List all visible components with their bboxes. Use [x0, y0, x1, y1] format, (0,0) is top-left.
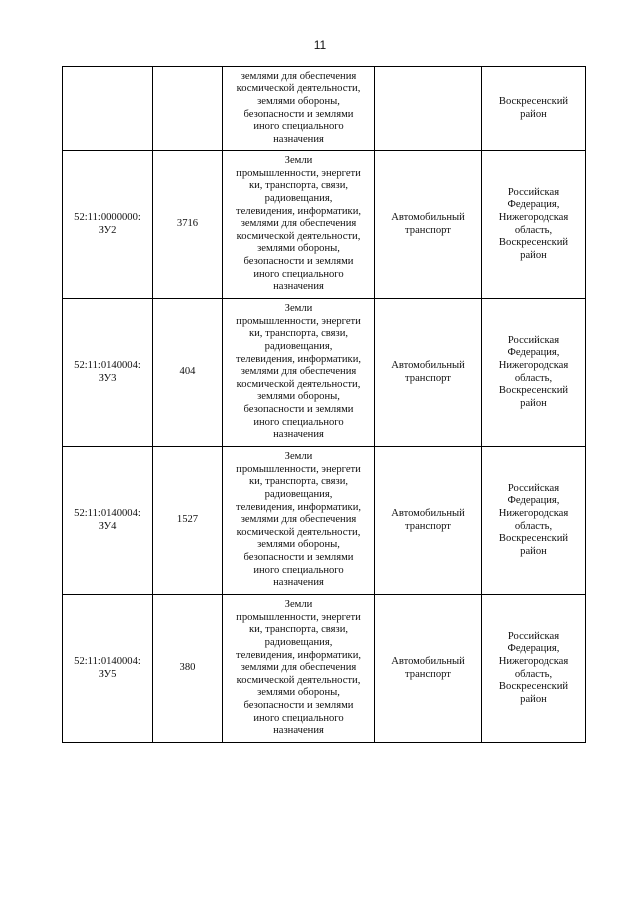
- cadastral-number-line: 52:11:0140004:: [74, 655, 141, 667]
- land-category-line: назначения: [273, 281, 324, 293]
- land-category-line: космической деятельности,: [236, 378, 361, 390]
- land-category-line: радиовещания,: [264, 489, 333, 501]
- page-number: 11: [313, 38, 327, 52]
- location-line: район: [520, 249, 547, 261]
- location-line: область,: [514, 520, 553, 532]
- land-category-cell: [223, 67, 375, 151]
- land-category-line: ки, транспорта, связи,: [248, 328, 349, 340]
- land-category-line: космической деятельности,: [236, 83, 361, 95]
- location-line: Нижегородская: [498, 655, 569, 667]
- area-cell: [153, 67, 223, 151]
- cadastral-number-line: 52:11:0140004:: [74, 359, 141, 371]
- area-value: 380: [179, 662, 196, 674]
- cadastral-number-line: 52:11:0000000:: [74, 211, 141, 223]
- land-category-line: назначения: [273, 429, 324, 441]
- land-category-line: назначения: [273, 133, 324, 145]
- location-cell: [482, 299, 586, 447]
- land-category-line: назначения: [273, 577, 324, 589]
- land-category-line: иного специального: [253, 564, 344, 576]
- land-category-line: космической деятельности,: [236, 674, 361, 686]
- location-line: район: [520, 545, 547, 557]
- land-category-line: землями для обеспечения: [240, 70, 357, 82]
- land-category-line: ки, транспорта, связи,: [248, 180, 349, 192]
- cadastral-number-cell: [63, 67, 153, 151]
- permitted-use-line: транспорт: [405, 224, 451, 236]
- land-category-line: телевидения, информатики,: [235, 205, 362, 217]
- land-category-line: землями обороны,: [257, 687, 340, 699]
- permitted-use-line: Автомобильный: [391, 211, 465, 223]
- permitted-use-cell: [375, 447, 482, 595]
- land-category-line: Земли: [284, 303, 313, 315]
- land-category-cell: [223, 299, 375, 447]
- land-category-line: безопасности и землями: [243, 255, 354, 267]
- area-cell: [153, 299, 223, 447]
- area-value: 1527: [176, 514, 199, 526]
- permitted-use-line: транспорт: [405, 372, 451, 384]
- location-line: Федерация,: [507, 199, 560, 211]
- permitted-use-line: транспорт: [405, 520, 451, 532]
- land-category-line: радиовещания,: [264, 193, 333, 205]
- location-line: район: [520, 108, 547, 120]
- permitted-use-line: Автомобильный: [391, 655, 465, 667]
- table-row: [63, 67, 586, 151]
- land-plots-table: [62, 66, 586, 743]
- land-category-line: радиовещания,: [264, 341, 333, 353]
- land-category-line: безопасности и землями: [243, 108, 354, 120]
- land-category-line: землями обороны,: [257, 243, 340, 255]
- location-line: Воскресенский: [498, 385, 569, 397]
- land-category-line: иного специального: [253, 712, 344, 724]
- table-row: [63, 595, 586, 743]
- location-line: Федерация,: [507, 495, 560, 507]
- permitted-use-cell: [375, 595, 482, 743]
- land-category-cell: [223, 595, 375, 743]
- location-line: Федерация,: [507, 347, 560, 359]
- location-line: Воскресенский: [498, 681, 569, 693]
- land-category-line: промышленности, энергети: [236, 167, 361, 179]
- cadastral-number-line: ЗУ3: [98, 372, 117, 384]
- permitted-use-line: транспорт: [405, 668, 451, 680]
- cadastral-number-cell: [63, 447, 153, 595]
- table-row: [63, 151, 586, 299]
- table-row: [63, 299, 586, 447]
- land-category-line: землями для обеспечения: [240, 662, 357, 674]
- location-cell: [482, 67, 586, 151]
- land-category-line: землями для обеспечения: [240, 218, 357, 230]
- table-row: [63, 447, 586, 595]
- land-category-line: безопасности и землями: [243, 403, 354, 415]
- land-category-line: иного специального: [253, 416, 344, 428]
- land-category-line: землями для обеспечения: [240, 514, 357, 526]
- location-line: Российская: [507, 630, 560, 642]
- land-category-line: промышленности, энергети: [236, 463, 361, 475]
- land-category-line: землями для обеспечения: [240, 366, 357, 378]
- land-category-line: ки, транспорта, связи,: [248, 624, 349, 636]
- location-line: Российская: [507, 334, 560, 346]
- land-category-line: землями обороны,: [257, 539, 340, 551]
- land-category-cell: [223, 151, 375, 299]
- permitted-use-line: Автомобильный: [391, 507, 465, 519]
- location-line: Нижегородская: [498, 211, 569, 223]
- location-line: Федерация,: [507, 643, 560, 655]
- location-line: Российская: [507, 482, 560, 494]
- location-line: район: [520, 397, 547, 409]
- land-category-line: Земли: [284, 155, 313, 167]
- cadastral-number-line: 52:11:0140004:: [74, 507, 141, 519]
- location-line: Российская: [507, 186, 560, 198]
- land-category-line: радиовещания,: [264, 637, 333, 649]
- cadastral-number-cell: [63, 151, 153, 299]
- land-category-line: безопасности и землями: [243, 699, 354, 711]
- location-cell: [482, 151, 586, 299]
- area-cell: [153, 447, 223, 595]
- table-body: [63, 67, 586, 743]
- area-value: 3716: [176, 218, 199, 230]
- land-category-line: промышленности, энергети: [236, 315, 361, 327]
- cadastral-number-line: ЗУ4: [98, 520, 117, 532]
- area-cell: [153, 595, 223, 743]
- land-category-line: телевидения, информатики,: [235, 501, 362, 513]
- land-category-line: безопасности и землями: [243, 551, 354, 563]
- permitted-use-cell: [375, 67, 482, 151]
- land-category-line: промышленности, энергети: [236, 611, 361, 623]
- location-line: область,: [514, 372, 553, 384]
- cadastral-number-cell: [63, 299, 153, 447]
- permitted-use-cell: [375, 151, 482, 299]
- land-category-line: Земли: [284, 599, 313, 611]
- land-category-cell: [223, 447, 375, 595]
- land-category-line: назначения: [273, 725, 324, 737]
- permitted-use-cell: [375, 299, 482, 447]
- location-line: область,: [514, 224, 553, 236]
- cadastral-number-line: ЗУ2: [98, 224, 117, 236]
- location-line: Воскресенский: [498, 533, 569, 545]
- land-category-line: Земли: [284, 451, 313, 463]
- land-category-line: иного специального: [253, 268, 344, 280]
- location-line: Нижегородская: [498, 359, 569, 371]
- location-line: Воскресенский: [498, 237, 569, 249]
- area-cell: [153, 151, 223, 299]
- land-category-line: телевидения, информатики,: [235, 649, 362, 661]
- location-cell: [482, 447, 586, 595]
- location-line: область,: [514, 668, 553, 680]
- land-category-line: космической деятельности,: [236, 526, 361, 538]
- location-cell: [482, 595, 586, 743]
- cadastral-number-cell: [63, 595, 153, 743]
- area-value: 404: [179, 366, 196, 378]
- land-category-line: землями обороны,: [257, 95, 340, 107]
- land-category-line: иного специального: [253, 121, 344, 133]
- location-line: Воскресенский: [498, 95, 569, 107]
- land-category-line: космической деятельности,: [236, 230, 361, 242]
- permitted-use-line: Автомобильный: [391, 359, 465, 371]
- land-category-line: ки, транспорта, связи,: [248, 476, 349, 488]
- location-line: район: [520, 693, 547, 705]
- location-line: Нижегородская: [498, 507, 569, 519]
- land-category-line: землями обороны,: [257, 391, 340, 403]
- cadastral-number-line: ЗУ5: [98, 668, 117, 680]
- land-category-line: телевидения, информатики,: [235, 353, 362, 365]
